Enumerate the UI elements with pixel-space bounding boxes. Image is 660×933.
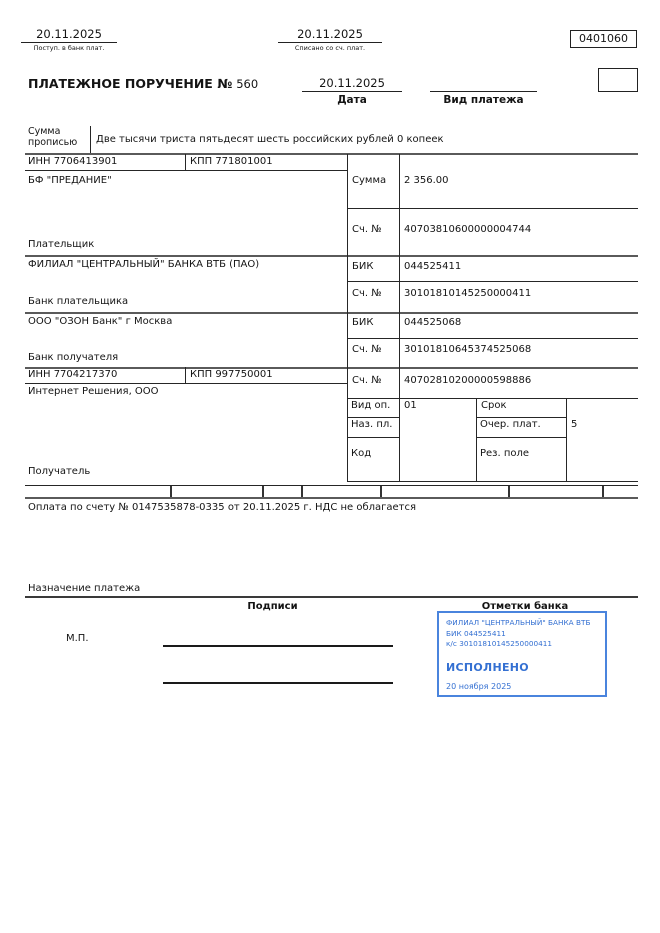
- payer-bank-name: ФИЛИАЛ "ЦЕНТРАЛЬНЫЙ" БАНКА ВТБ (ПАО): [28, 259, 260, 270]
- payer-bank-bik: 044525411: [404, 261, 462, 272]
- payee-account-label: Сч. №: [352, 375, 382, 386]
- payee-section-label: Получатель: [28, 466, 91, 477]
- signatures-label: Подписи: [247, 601, 298, 612]
- table-line: [566, 398, 567, 481]
- tax-row-divider: [301, 486, 303, 497]
- tax-row-divider: [380, 486, 382, 497]
- payer-account: 40703810600000004744: [404, 224, 532, 235]
- table-line: [25, 596, 638, 598]
- tax-row-divider: [262, 486, 264, 497]
- payee-bank-account: 30101810645374525068: [404, 344, 532, 355]
- reserve-field-label: Рез. поле: [480, 448, 530, 459]
- priority-value: 5: [571, 419, 578, 430]
- stamp-date: 20 ноября 2025: [446, 681, 512, 691]
- title-text: ПЛАТЕЖНОЕ ПОРУЧЕНИЕ №: [28, 76, 233, 91]
- debited-date: 20.11.2025: [278, 27, 382, 43]
- payee-bank-name: ООО "ОЗОН Банк" г Москва: [28, 316, 173, 327]
- debited-date-block: [278, 27, 382, 52]
- sum-value: 2 356.00: [404, 175, 449, 186]
- doc-date-label: Дата: [337, 94, 367, 106]
- table-line: [25, 497, 638, 499]
- received-date: 20.11.2025: [21, 27, 117, 43]
- payer-section-label: Плательщик: [28, 239, 95, 250]
- signature-line: [163, 645, 393, 647]
- table-line: [25, 153, 638, 155]
- status-code-box: [598, 68, 638, 92]
- bank-stamp: [437, 611, 607, 697]
- tax-row-divider: [170, 486, 172, 497]
- table-line: [476, 398, 477, 481]
- table-line: [25, 255, 638, 257]
- purpose-section-label: Назначение платежа: [28, 583, 141, 594]
- payment-type-field: [430, 76, 537, 92]
- form-code-box: [570, 30, 637, 48]
- amount-in-words: Две тысячи триста пятьдесят шесть российских рублей 0 копеек: [96, 134, 444, 145]
- payer-name: БФ "ПРЕДАНИЕ": [28, 175, 112, 186]
- payee-bank-section-label: Банк получателя: [28, 352, 119, 363]
- payment-type-label: Вид платежа: [443, 94, 524, 106]
- tax-row-divider: [508, 486, 510, 497]
- payer-bank-section-label: Банк плательщика: [28, 296, 129, 307]
- table-line: [25, 485, 638, 486]
- purpose-text: Оплата по счету № 0147535878-0335 от 20.11.2025 г. НДС не облагается: [28, 502, 417, 513]
- doc-date: 20.11.2025: [302, 76, 402, 92]
- payee-name: Интернет Решения, ООО: [28, 386, 159, 397]
- payee-bank-bik: 044525068: [404, 317, 462, 328]
- table-line: [347, 154, 348, 481]
- payee-kpp: КПП 997750001: [190, 369, 273, 380]
- received-date-block: [21, 27, 117, 52]
- signature-line: [163, 682, 393, 684]
- code-label: Код: [351, 448, 372, 459]
- priority-label: Очер. плат.: [480, 419, 541, 430]
- payee-bank-account-label: Сч. №: [352, 344, 382, 355]
- table-line: [476, 417, 566, 418]
- table-line: [25, 312, 638, 314]
- payer-inn: ИНН 7706413901: [28, 156, 118, 167]
- sum-label: Сумма: [352, 175, 387, 186]
- payer-bank-bik-label: БИК: [352, 261, 374, 272]
- op-kind-value: 01: [404, 400, 417, 411]
- table-line: [90, 126, 91, 153]
- table-line: [347, 398, 638, 399]
- form-code: 0401060: [579, 32, 628, 45]
- tax-row-divider: [602, 486, 604, 497]
- table-line: [347, 208, 638, 209]
- table-line: [185, 154, 186, 170]
- received-date-label: Поступ. в банк плат.: [33, 44, 105, 52]
- doc-date-block: [302, 76, 402, 106]
- payer-bank-account-label: Сч. №: [352, 288, 382, 299]
- table-line: [476, 437, 566, 438]
- table-line: [347, 338, 638, 339]
- payee-inn: ИНН 7704217370: [28, 369, 118, 380]
- stamp-corr-account: к/с 30101810145250000411: [446, 639, 553, 649]
- table-line: [25, 170, 347, 171]
- bank-marks-label: Отметки банка: [481, 601, 569, 612]
- document-title: [28, 77, 258, 91]
- amount-in-words-label: Сумма прописью: [28, 126, 78, 149]
- stamp-bik: БИК 044525411: [446, 628, 506, 638]
- document-number: 560: [236, 77, 259, 91]
- debited-date-label: Списано со сч. плат.: [294, 44, 366, 52]
- stamp-bank-name: ФИЛИАЛ "ЦЕНТРАЛЬНЫЙ" БАНКА ВТБ: [446, 618, 591, 627]
- op-kind-label: Вид оп.: [351, 400, 391, 411]
- table-line: [347, 281, 638, 282]
- payer-account-label: Сч. №: [352, 224, 382, 235]
- payer-kpp: КПП 771801001: [190, 156, 273, 167]
- table-line: [185, 367, 186, 383]
- payment-purpose-code-label: Наз. пл.: [351, 419, 393, 430]
- stamp-place-label: М.П.: [66, 633, 89, 644]
- payee-account: 40702810200000598886: [404, 375, 532, 386]
- table-line: [347, 417, 399, 418]
- stamp-status: ИСПОЛНЕНО: [446, 660, 529, 674]
- table-line: [347, 481, 638, 482]
- payer-bank-account: 30101810145250000411: [404, 288, 532, 299]
- payee-bank-bik-label: БИК: [352, 317, 374, 328]
- table-line: [399, 154, 400, 481]
- term-label: Срок: [481, 400, 507, 411]
- payment-type-block: [430, 76, 537, 106]
- table-line: [347, 437, 399, 438]
- table-line: [25, 383, 347, 384]
